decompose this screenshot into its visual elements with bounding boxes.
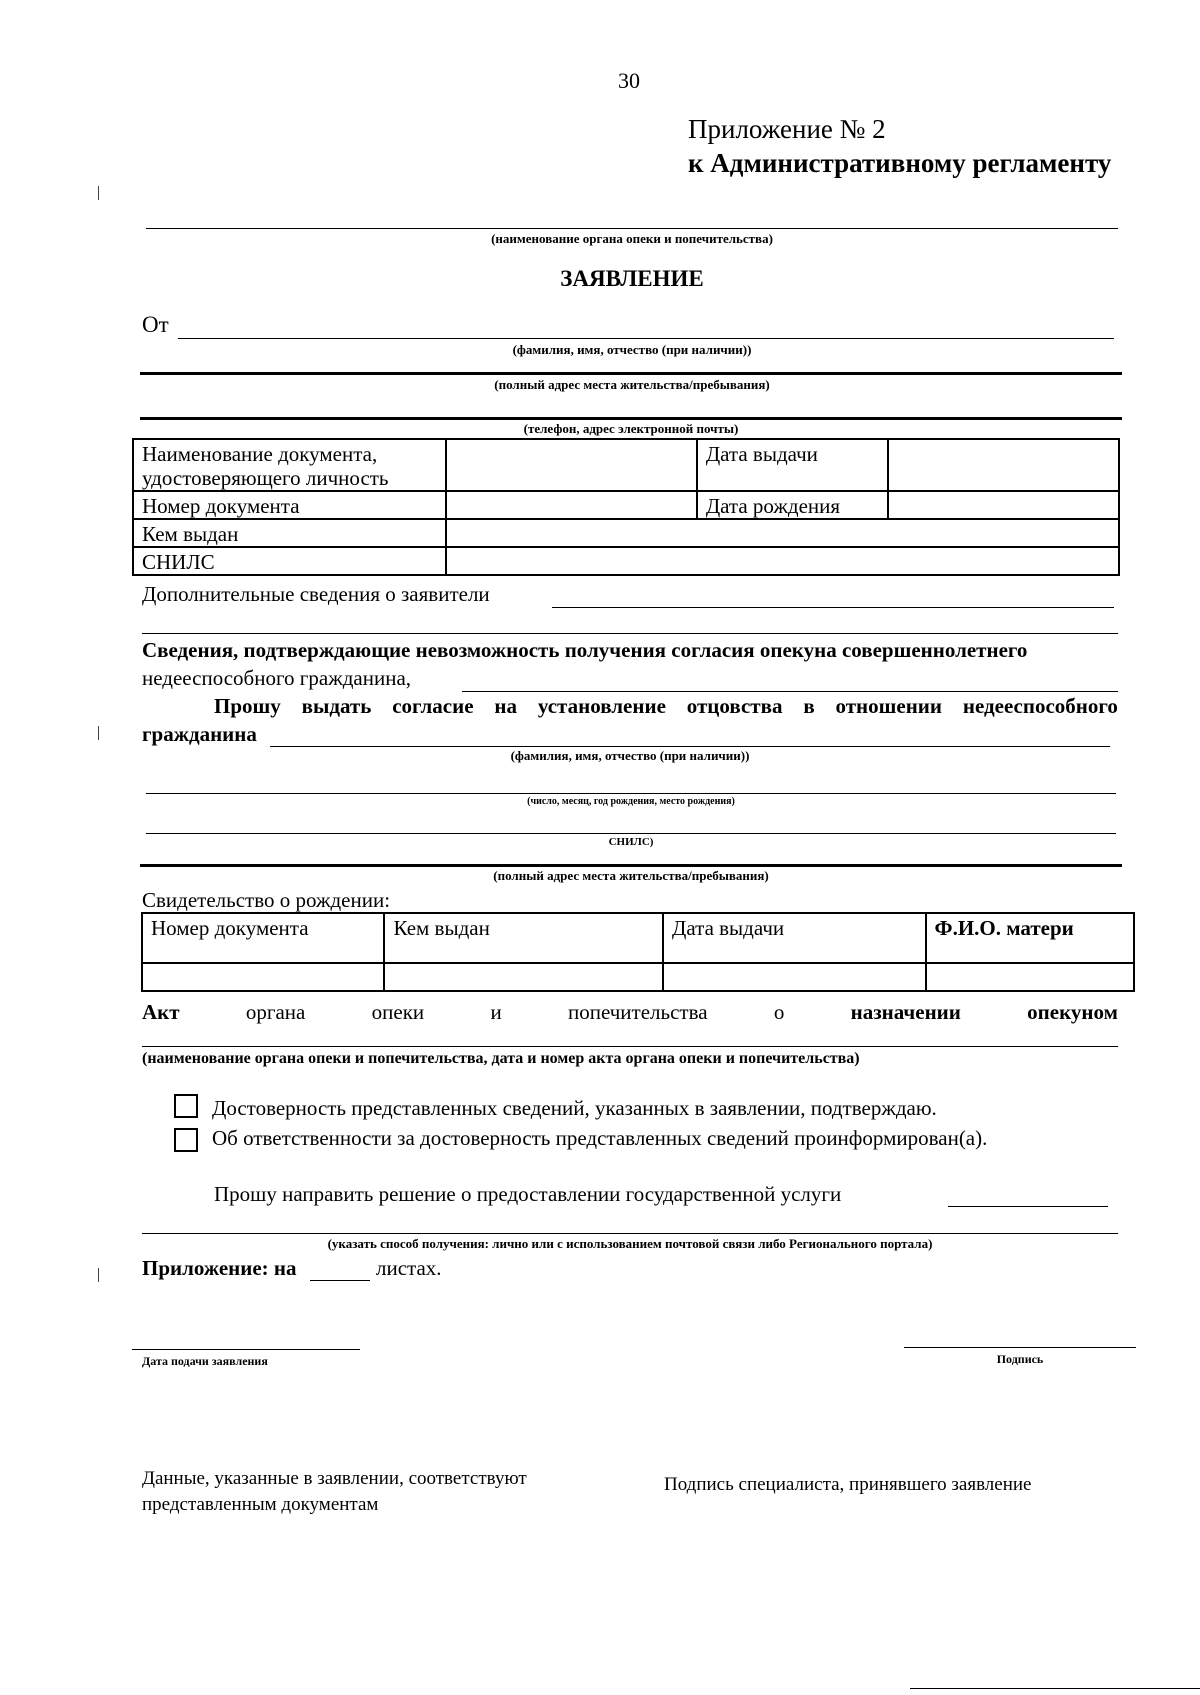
label-issued-by: Кем выдан (133, 519, 446, 547)
request-word: согласие (392, 694, 474, 718)
margin-mark (98, 1268, 99, 1282)
label-birth-doc-number: Номер документа (142, 913, 384, 963)
margin-mark (98, 186, 99, 200)
label-birth-issued-by: Кем выдан (384, 913, 663, 963)
delivery-method-line-2[interactable] (142, 1233, 1118, 1234)
label-doc-name: Наименование документа, (142, 442, 378, 466)
request-word: отцовства (686, 694, 783, 718)
request-line2: гражданина (142, 722, 257, 746)
applicant-contacts-line[interactable] (140, 417, 1122, 420)
identity-doc-name-cell (133, 439, 446, 491)
organ-name-line[interactable] (146, 228, 1118, 229)
caption-organ: (наименование органа опеки и попечительства) (491, 231, 773, 246)
identity-doc-number-value[interactable] (446, 491, 696, 519)
confirm-checkbox[interactable] (174, 1094, 198, 1118)
info-text-line1: Сведения, подтверждающие невозможность получения согласия опекуна совершеннолетнего (142, 638, 1028, 662)
request-word: на (494, 694, 518, 718)
caption-birth: (число, месяц, год рождения, место рождения) (527, 796, 735, 807)
applicant-signature-line[interactable] (904, 1347, 1136, 1348)
informed-checkbox[interactable] (174, 1128, 198, 1152)
caption-fio2: (фамилия, имя, отчество (при наличии)) (510, 748, 750, 763)
label-mother-fio: Ф.И.О. матери (926, 913, 1134, 963)
birth-issued-by-value[interactable] (384, 963, 663, 991)
page-edge-line (910, 1688, 1200, 1689)
applicant-fio-line[interactable] (178, 338, 1114, 339)
label-birth-issue-date: Дата выдачи (663, 913, 926, 963)
label-doc-name2: удостоверяющего личность (142, 466, 389, 490)
identity-snils-value[interactable] (446, 547, 1119, 575)
act-word: о (773, 1000, 785, 1024)
additional-info-line[interactable] (552, 607, 1114, 608)
request-line (214, 694, 1118, 719)
request-word: в (803, 694, 815, 718)
info-text-line[interactable] (462, 691, 1118, 692)
attachment-sheets-line[interactable] (310, 1280, 370, 1281)
organ-act-line[interactable] (142, 1046, 1118, 1047)
caption-snils: СНИЛС) (608, 836, 654, 848)
caption-fio: (фамилия, имя, отчество (при наличии)) (512, 342, 752, 357)
identity-issue-date-value[interactable] (888, 439, 1119, 491)
request-word: Прошу (214, 694, 281, 718)
caption-date-submission: Дата подачи заявления (142, 1354, 268, 1368)
label-doc-number: Номер документа (133, 491, 446, 519)
applicant-address-line[interactable] (140, 372, 1122, 375)
appendix-line2: к Административному регламенту (688, 148, 1112, 178)
confirm-checkbox-label: Достоверность представленных сведений, указанных в заявлении, подтверждаю. (212, 1096, 937, 1120)
act-word: назначении (850, 1000, 961, 1024)
citizen-address-line[interactable] (140, 864, 1122, 867)
citizen-birth-line[interactable] (146, 793, 1116, 794)
margin-mark (98, 726, 99, 740)
citizen-snils-line[interactable] (146, 833, 1116, 834)
identity-doc-name-value[interactable] (446, 439, 696, 491)
footer-left-line2: представленным документам (142, 1494, 379, 1515)
footer-left-line1: Данные, указанные в заявлении, соответствуют (142, 1468, 527, 1489)
request-word: установление (537, 694, 666, 718)
act-word: органа (245, 1000, 306, 1024)
page-number: 30 (618, 68, 640, 93)
identity-table (132, 438, 1120, 576)
caption-contacts: (телефон, адрес электронной почты) (523, 421, 739, 436)
caption-organ-act: (наименование органа опеки и попечительства, дата и номер акта органа опеки и попечительства) (142, 1050, 860, 1067)
act-word: и (490, 1000, 502, 1024)
caption-address: (полный адрес места жительства/пребывания) (494, 377, 770, 392)
additional-info-line-2[interactable] (142, 633, 1118, 634)
act-line (142, 1000, 1118, 1025)
submission-date-line[interactable] (132, 1349, 360, 1350)
caption-address2: (полный адрес места жительства/пребывания) (493, 868, 769, 883)
caption-signature: Подпись (996, 1352, 1044, 1366)
info-text-line2: недееспособного гражданина, (142, 666, 412, 690)
act-word: попечительства (567, 1000, 708, 1024)
from-label: От (142, 312, 169, 337)
form-title: ЗАЯВЛЕНИЕ (560, 266, 704, 291)
birth-issue-date-value[interactable] (663, 963, 926, 991)
act-word: Акт (142, 1000, 180, 1024)
caption-delivery: (указать способ получения: лично или с использованием почтовой связи либо Регионального портала) (327, 1236, 933, 1251)
identity-issued-by-value[interactable] (446, 519, 1119, 547)
act-word: опекуном (1027, 1000, 1118, 1024)
act-word: опеки (371, 1000, 425, 1024)
request-word: отношении (835, 694, 943, 718)
label-issue-date: Дата выдачи (697, 439, 888, 491)
identity-birth-date-value[interactable] (888, 491, 1119, 519)
appendix-line1: Приложение № 2 (688, 114, 886, 144)
birth-cert-label: Свидетельство о рождении: (142, 888, 391, 912)
request-word: недееспособного (962, 694, 1118, 718)
birth-doc-number-value[interactable] (142, 963, 384, 991)
attachment-suffix: листах. (376, 1256, 442, 1280)
mother-fio-value[interactable] (926, 963, 1134, 991)
citizen-fio-line[interactable] (270, 746, 1110, 747)
request-word: выдать (301, 694, 372, 718)
label-birth-date: Дата рождения (697, 491, 888, 519)
delivery-method-line[interactable] (948, 1206, 1108, 1207)
footer-right: Подпись специалиста, принявшего заявление (664, 1474, 1032, 1495)
additional-info-label: Дополнительные сведения о заявители (142, 582, 490, 606)
delivery-request-label: Прошу направить решение о предоставлении государственной услуги (214, 1182, 842, 1206)
informed-checkbox-label: Об ответственности за достоверность представленных сведений проинформирован(а). (212, 1126, 988, 1150)
birth-cert-table (141, 912, 1135, 992)
label-snils: СНИЛС (133, 547, 446, 575)
attachment-prefix: Приложение: на (142, 1256, 297, 1280)
